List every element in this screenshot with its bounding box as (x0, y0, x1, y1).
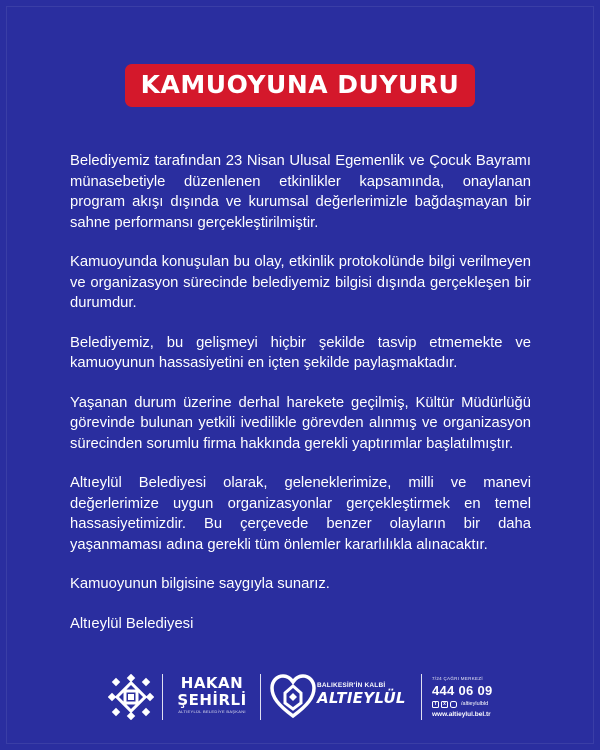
contact-block (432, 676, 532, 719)
mayor-last-name: ŞEHİRLİ (177, 691, 247, 709)
paragraph-2: Kamuoyunda konuşulan bu olay, etkinlik protokolünde bilgi verilmeyen ve organizasyon sürecinde belediyemiz bilgisi dışında gerçekleşen bir durumdur. (70, 254, 531, 311)
closing-line: Kamuoyunun bilgisine saygıyla sunarız. (70, 576, 330, 592)
footer-divider (421, 674, 422, 720)
phone-number[interactable]: 444 06 09 (432, 683, 493, 698)
website-link[interactable]: www.altieylul.bel.tr (432, 711, 491, 718)
brand-block (317, 682, 409, 707)
paragraph-1: Belediyemiz tarafından 23 Nisan Ulusal Egemenlik ve Çocuk Bayramı münasebetiyle düzenlenen etkinlikler kapsamında, onaylanan program akışı dışında ve kurumsal değerlerimizle bağdaşmayan bir sahne performansı gerçekleştirilmiştir. (70, 153, 531, 231)
social-handle[interactable]: /altieylulbld (461, 701, 489, 707)
brand-tagline: BALIKESİR'İN KALBİ (317, 682, 386, 689)
call-center-label: 7/24 ÇAĞRI MERKEZİ (432, 676, 483, 681)
footer-divider (260, 674, 261, 720)
mayor-first-name: HAKAN (180, 674, 244, 692)
announcement-body (70, 151, 531, 653)
paragraph-5: Altıeylül Belediyesi olarak, geleneklerimize, milli ve manevi değerlerimize uygun organizasyonlar gerçekleştirmek en temel hassasiyetimizdir. Bu çerçevede benzer olayların bir daha yaşanmaması adına gerekli tüm önlemler kararlılıkla alınacaktır. (70, 475, 531, 553)
x-icon[interactable]: x (441, 701, 448, 708)
social-row (432, 700, 532, 708)
instagram-icon[interactable] (450, 701, 457, 708)
facebook-icon[interactable]: f (432, 701, 439, 708)
mayor-title: ALTIEYLÜL BELEDİYE BAŞKANI (178, 709, 246, 714)
announcement-title: KAMUOYUNA DUYURU (125, 64, 476, 107)
footer-divider (162, 674, 163, 720)
brand-name: ALTIEYLÜL (317, 689, 406, 707)
paragraph-4: Yaşanan durum üzerine derhal harekete geçilmiş, Kültür Müdürlüğü görevinde bulunan yetkili ivedilikle görevden alınmış ve organizasyon sürecinden sorumlu firma hakkında gerekli yaptırımlar başlatılmıştır. (70, 394, 531, 452)
heart-logo-icon (270, 673, 316, 721)
title-container (0, 64, 600, 107)
footer (0, 668, 600, 724)
signature-line: Altıeylül Belediyesi (70, 615, 194, 632)
paragraph-3: Belediyemiz, bu gelişmeyi hiçbir şekilde tasvip etmemekte ve kamuoyunun hassasiyetini en içten şekilde paylaşmaktadır. (70, 334, 531, 371)
ornament-logo-icon (108, 674, 154, 720)
mayor-signature (172, 675, 252, 715)
